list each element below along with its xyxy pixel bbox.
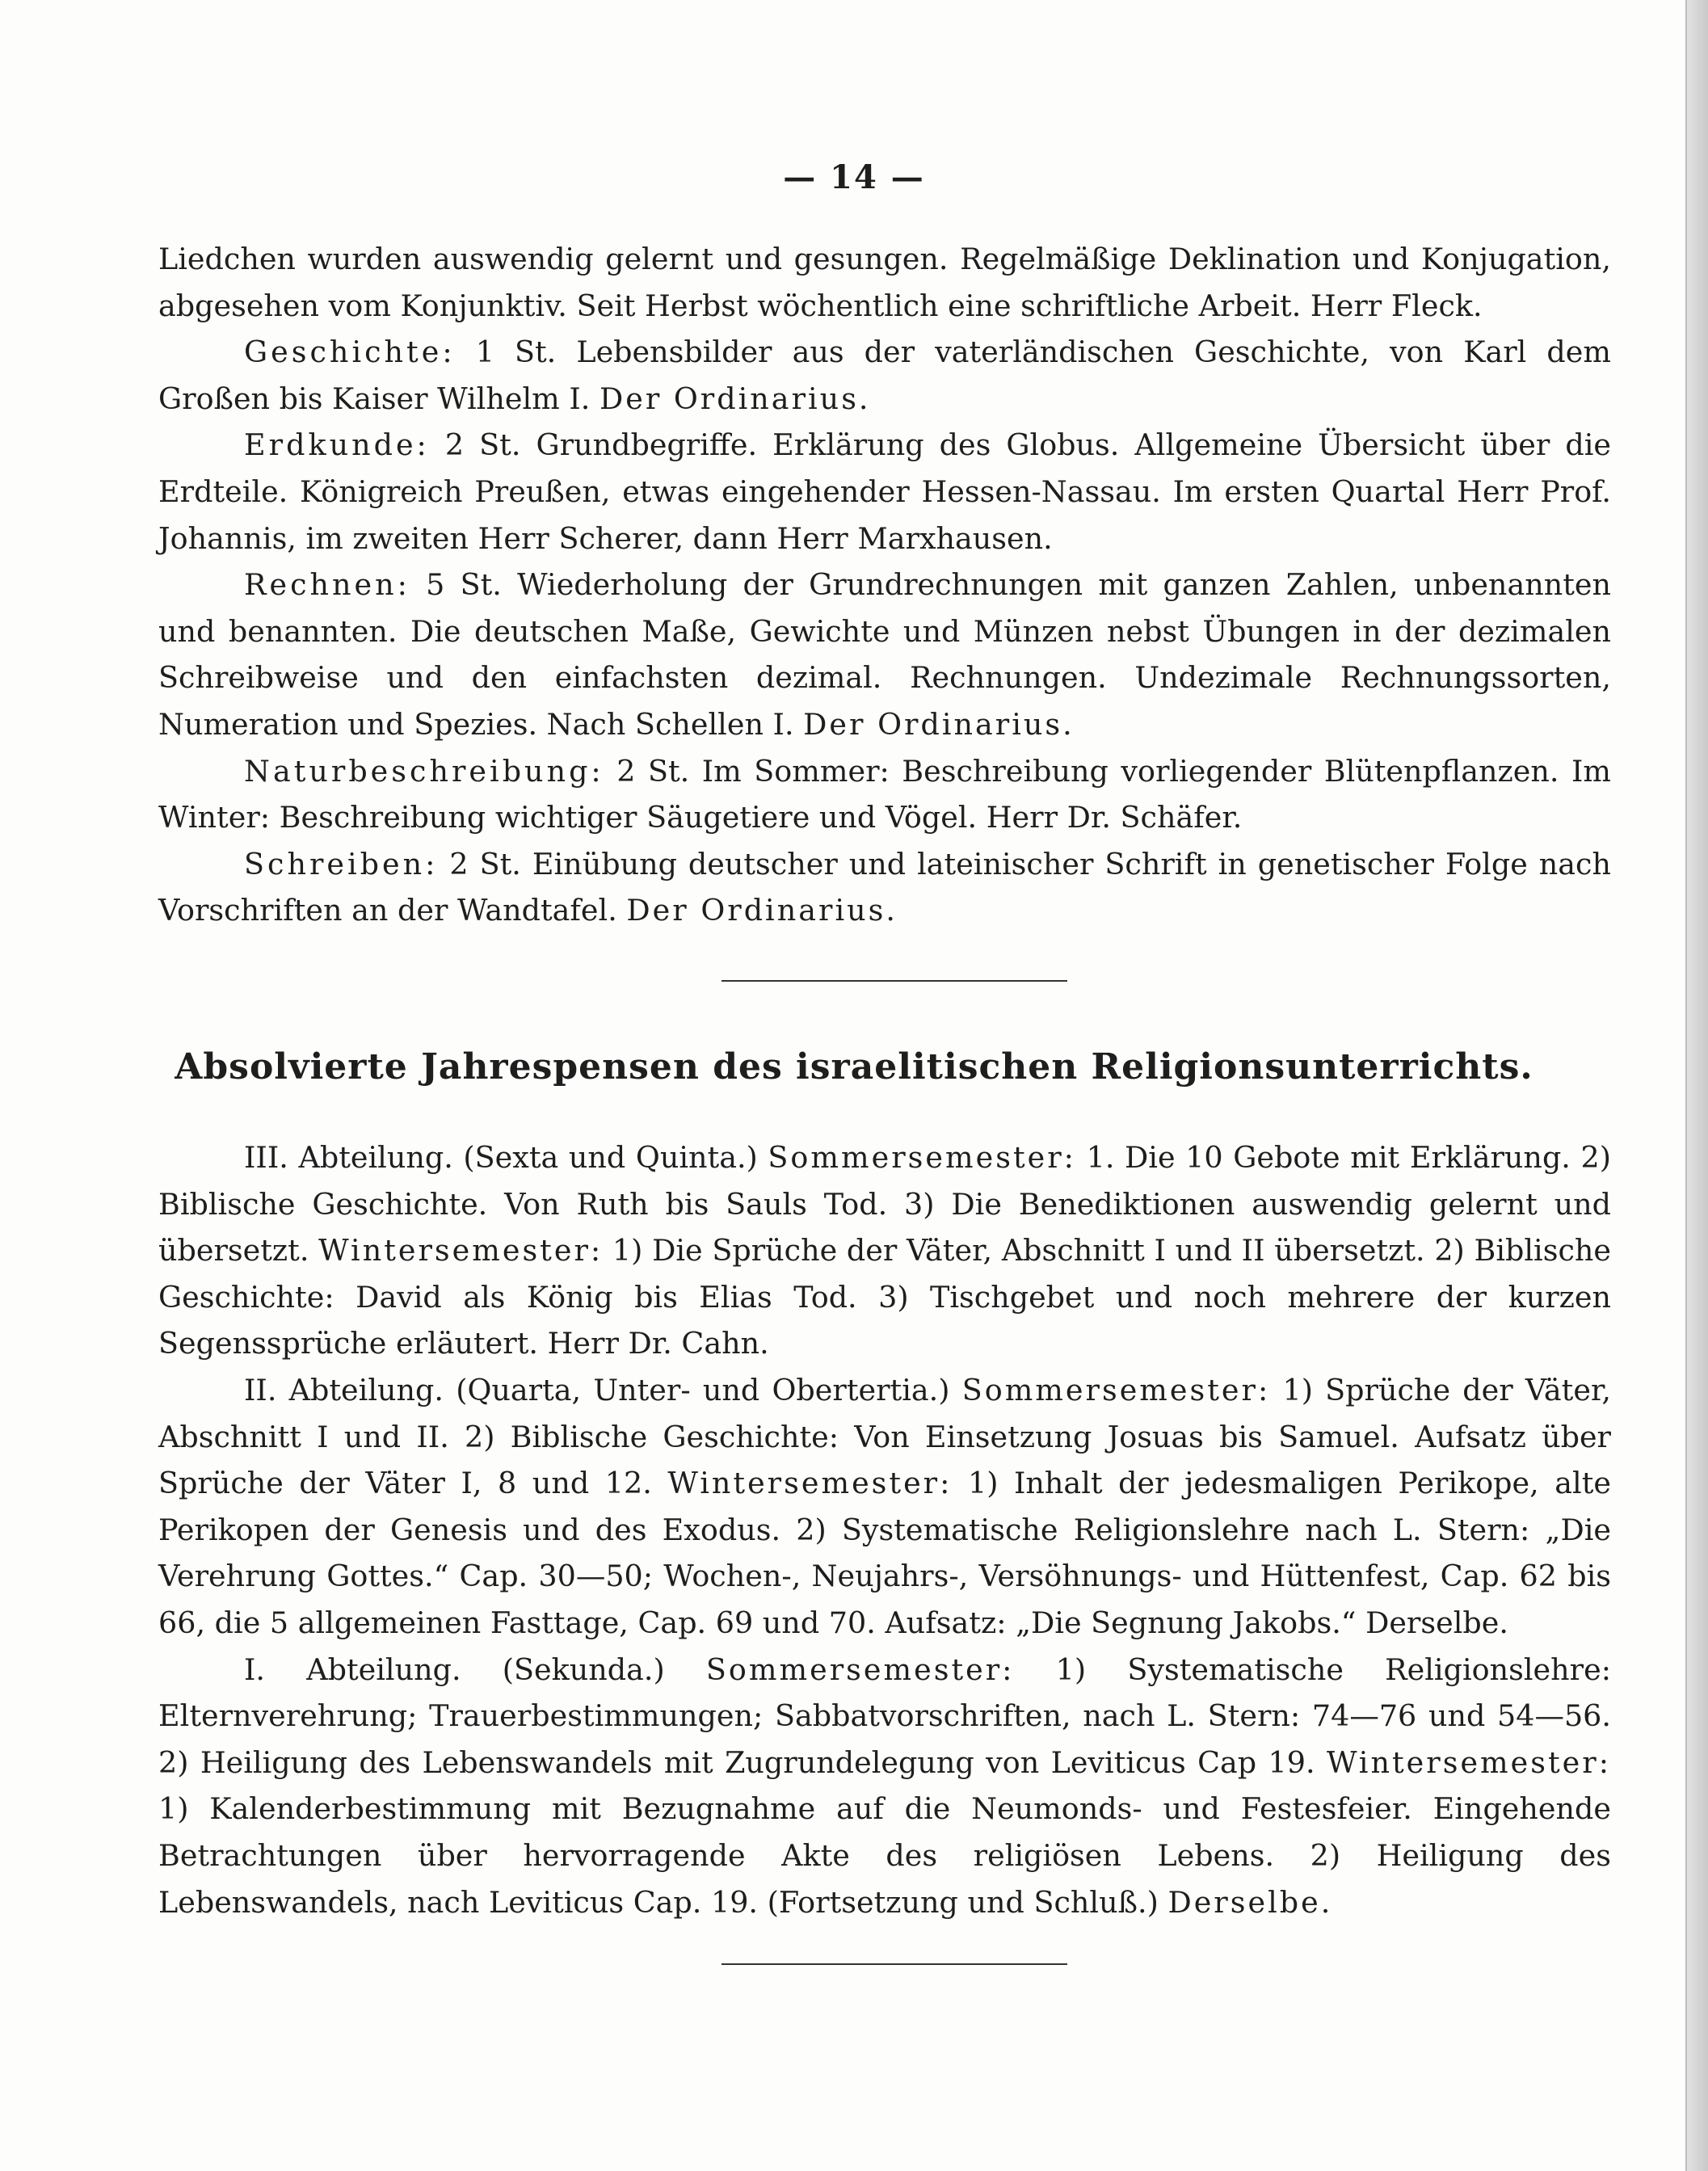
closing-divider: [721, 1963, 1067, 1965]
subject-label: Geschichte:: [244, 334, 456, 370]
semester-label: Wintersemester:: [667, 1466, 953, 1501]
semester-label: Wintersemester:: [318, 1233, 604, 1269]
subject-label: Naturbeschreibung:: [244, 753, 604, 789]
paragraph-erdkunde: Erdkunde: 2 St. Grundbegriffe. Erklärung des Globus. Allgemeine Übersicht über die Erdteile. Königreich Preußen, etwas eingehender Hessen-Nassau. Im ersten Quartal Herr Prof. Johannis, im zweiten Herr Scherer, dann Herr Marxhausen.: [158, 427, 1611, 556]
paragraph-rechnen: Rechnen: 5 St. Wiederholung der Grundrechnungen mit ganzen Zahlen, unbenannten und benannten. Die deutschen Maße, Gewichte und Münzen nebst Übungen in der dezimalen Schreibweise und den einfachsten dezimal. Rechnungen. Undezimale Rechnungssorten, Numeration und Spezies. Nach Schellen I. Der Ordinarius.: [158, 567, 1611, 742]
paragraph-schreiben: Schreiben: 2 St. Einübung deutscher und lateinischer Schrift in genetischer Folge nach Vorschriften an der Wandtafel. Der Ordinarius.: [158, 846, 1611, 928]
paragraph-abteilung-1: I. Abteilung. (Sekunda.) Sommersemester: 1) Systematische Religionslehre: Elternverehrung; Trauerbestimmungen; Sabbatvorschriften, nach L. Stern: 74—76 und 54—56. 2) Heiligung des Lebenswandels mit Zugrundelegung von Leviticus Cap 19. Wintersemester: 1) Kalenderbestimmung mit Bezugnahme auf die Neumonds- und Festesfeier. Eingehende Betrachtungen über hervorragende Akte des religiösen Lebens. 2) Heiligung des Lebenswandels, nach Leviticus Cap. 19. (Fortsetzung und Schluß.) Derselbe.: [158, 1651, 1611, 1920]
page-number: — 14 —: [783, 158, 925, 196]
religion-section: [158, 1134, 1611, 1925]
paragraph-abteilung-2: II. Abteilung. (Quarta, Unter- und Obertertia.) Sommersemester: 1) Sprüche der Väter, Abschnitt I und II. 2) Biblische Geschichte: Von Einsetzung Josuas bis Samuel. Aufsatz über Sprüche der Väter I, 8 und 12. Wintersemester: 1) Inhalt der jedesmaligen Perikope, alte Perikopen der Genesis und des Exodus. 2) Systematische Religionslehre nach L. Stern: „Die Verehrung Gottes.“ Cap. 30—50; Wochen-, Neujahrs-, Versöhnungs- und Hüttenfest, Cap. 62 bis 66, die 5 allgemeinen Fasttage, Cap. 69 und 70. Aufsatz: „Die Segnung Jakobs.“ Derselbe.: [158, 1372, 1611, 1640]
paragraph-naturbeschreibung: Naturbeschreibung: 2 St. Im Sommer: Beschreibung vorliegender Blütenpflanzen. Im Winter: Beschreibung wichtiger Säugetiere und Vögel. Herr Dr. Schäfer.: [158, 753, 1611, 835]
paragraph-german: Liedchen wurden auswendig gelernt und gesungen. Regelmäßige Deklination und Konjugation, abgesehen vom Konjunktiv. Seit Herbst wöchentlich eine schriftliche Arbeit. Herr Fleck.: [158, 242, 1611, 323]
semester-label: Sommersemester:: [768, 1140, 1076, 1175]
teacher-name: Der Ordinarius.: [626, 893, 898, 928]
teacher-name: Der Ordinarius.: [803, 706, 1075, 742]
subject-label: Schreiben:: [244, 846, 439, 881]
semester-label: Sommersemester:: [705, 1651, 1015, 1687]
section-divider: [721, 980, 1067, 982]
subject-label: Rechnen:: [244, 567, 410, 603]
semester-label: Wintersemester:: [1326, 1744, 1611, 1780]
semester-label: Sommersemester:: [961, 1372, 1271, 1407]
subject-label: Erdkunde:: [244, 427, 430, 463]
curriculum-section: [158, 236, 1611, 934]
teacher-name: Derselbe.: [1365, 1605, 1508, 1640]
section-heading: Absolvierte Jahrespensen des israelitischen Religionsunterrichts.: [175, 1046, 1533, 1088]
teacher-name: Der Ordinarius.: [599, 381, 871, 416]
teacher-name: Derselbe.: [1167, 1884, 1333, 1920]
paragraph-geschichte: Geschichte: 1 St. Lebensbilder aus der vaterländischen Geschichte, von Karl dem Großen bis Kaiser Wilhelm I. Der Ordinarius.: [158, 334, 1611, 416]
paragraph-abteilung-3: III. Abteilung. (Sexta und Quinta.) Sommersemester: 1. Die 10 Gebote mit Erklärung. 2) Biblische Geschichte. Von Ruth bis Sauls Tod. 3) Die Benediktionen auswendig gelernt und übersetzt. Wintersemester: 1) Die Sprüche der Väter, Abschnitt I und II übersetzt. 2) Biblische Geschichte: David als König bis Elias Tod. 3) Tischgebet und noch mehrere der kurzen Segenssprüche erläutert. Herr Dr. Cahn.: [158, 1140, 1611, 1361]
